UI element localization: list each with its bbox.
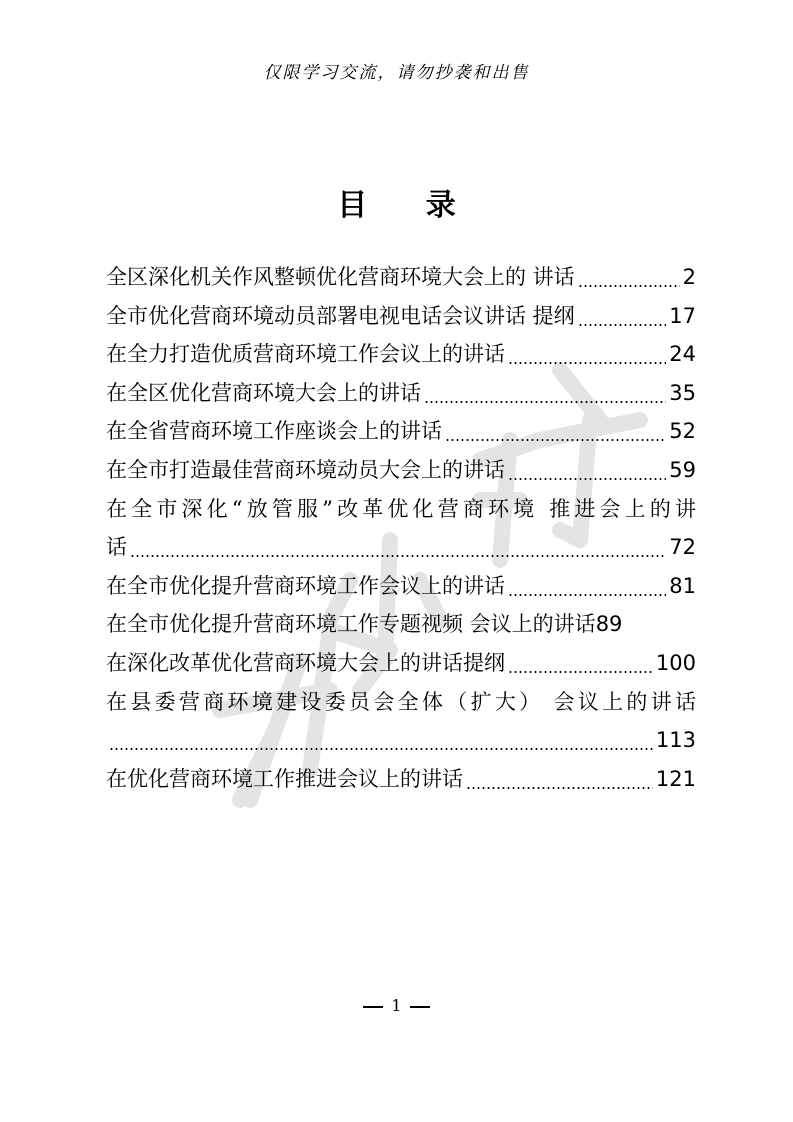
- toc-entry-title: 在全市优化提升营商环境工作专题视频 会议上的讲话: [106, 612, 596, 637]
- header-note: 仅限学习交流，请勿抄袭和出售: [263, 63, 530, 83]
- toc-entry-page: 52: [669, 419, 696, 444]
- toc-entry-5[interactable]: [106, 412, 696, 451]
- toc-entry-page: 113: [655, 728, 696, 753]
- toc-entry-title: 全区深化机关作风整顿优化营商环境大会上的 讲话: [106, 265, 575, 289]
- toc-entry-11-line-1[interactable]: [106, 683, 696, 722]
- toc-entry-title-continued: 话: [106, 535, 127, 560]
- dot-leader: [445, 412, 666, 451]
- toc-entry-page: 35: [669, 380, 696, 405]
- page-footer: [0, 996, 793, 1015]
- toc-entry-page: 24: [669, 342, 696, 367]
- toc-entry-title: 在全省营商环境工作座谈会上的讲话: [106, 419, 442, 444]
- toc-entry-title: 在全力打造优质营商环境工作会议上的讲话: [106, 342, 505, 367]
- toc-entry-12[interactable]: [106, 760, 696, 799]
- toc-entry-2[interactable]: [106, 297, 696, 336]
- toc-entry-7-line-1[interactable]: [106, 490, 696, 529]
- toc-entry-1[interactable]: [106, 258, 696, 297]
- toc-entry-3[interactable]: [106, 335, 696, 374]
- dot-leader: [508, 644, 653, 683]
- toc-entry-11-line-2[interactable]: [106, 721, 696, 760]
- toc-entry-page: 59: [669, 457, 696, 482]
- toc-entry-8[interactable]: [106, 567, 696, 606]
- dot-leader: [424, 374, 666, 413]
- dot-leader: [109, 721, 653, 760]
- dot-leader: [466, 760, 653, 799]
- toc-entry-4[interactable]: [106, 374, 696, 413]
- toc-entry-6[interactable]: [106, 451, 696, 490]
- dot-leader: [578, 297, 667, 336]
- dot-leader: [508, 567, 666, 606]
- dash-left: [363, 1006, 383, 1008]
- toc-entry-page: 2: [682, 265, 696, 289]
- dot-leader: [508, 335, 666, 374]
- dot-leader: [508, 451, 666, 490]
- toc-entry-10[interactable]: [106, 644, 696, 683]
- toc-entry-page: 81: [669, 573, 696, 598]
- toc-entry-page: 17: [669, 303, 696, 328]
- toc-entry-9[interactable]: [106, 605, 696, 644]
- page-number: 1: [391, 996, 402, 1015]
- toc-entry-title: 在全区优化营商环境大会上的讲话: [106, 380, 421, 405]
- dash-right: [410, 1006, 430, 1008]
- dot-leader: [578, 258, 680, 297]
- toc-entry-page: 72: [669, 535, 696, 560]
- toc-entry-title: 全市优化营商环境动员部署电视电话会议讲话 提纲: [106, 303, 575, 328]
- toc-entry-page: 121: [655, 766, 696, 791]
- table-of-contents: [106, 258, 696, 798]
- toc-entry-title: 在全市打造最佳营商环境动员大会上的讲话: [106, 457, 505, 482]
- toc-entry-page: 89: [595, 612, 623, 637]
- toc-entry-title: 在深化改革优化营商环境大会上的讲话提纲: [106, 650, 505, 675]
- toc-entry-title: 在优化营商环境工作推进会议上的讲话: [106, 766, 463, 791]
- dot-leader: [130, 528, 666, 567]
- toc-entry-7-line-2[interactable]: [106, 528, 696, 567]
- toc-entry-title: 在全市深化“放管服”改革优化营商环境 推进会上的讲: [106, 496, 696, 521]
- toc-entry-page: 100: [655, 650, 696, 675]
- toc-title: 目 录: [337, 188, 480, 223]
- toc-entry-title: 在县委营商环境建设委员会全体（扩大） 会议上的讲话: [106, 689, 696, 714]
- toc-entry-title: 在全市优化提升营商环境工作会议上的讲话: [106, 573, 505, 598]
